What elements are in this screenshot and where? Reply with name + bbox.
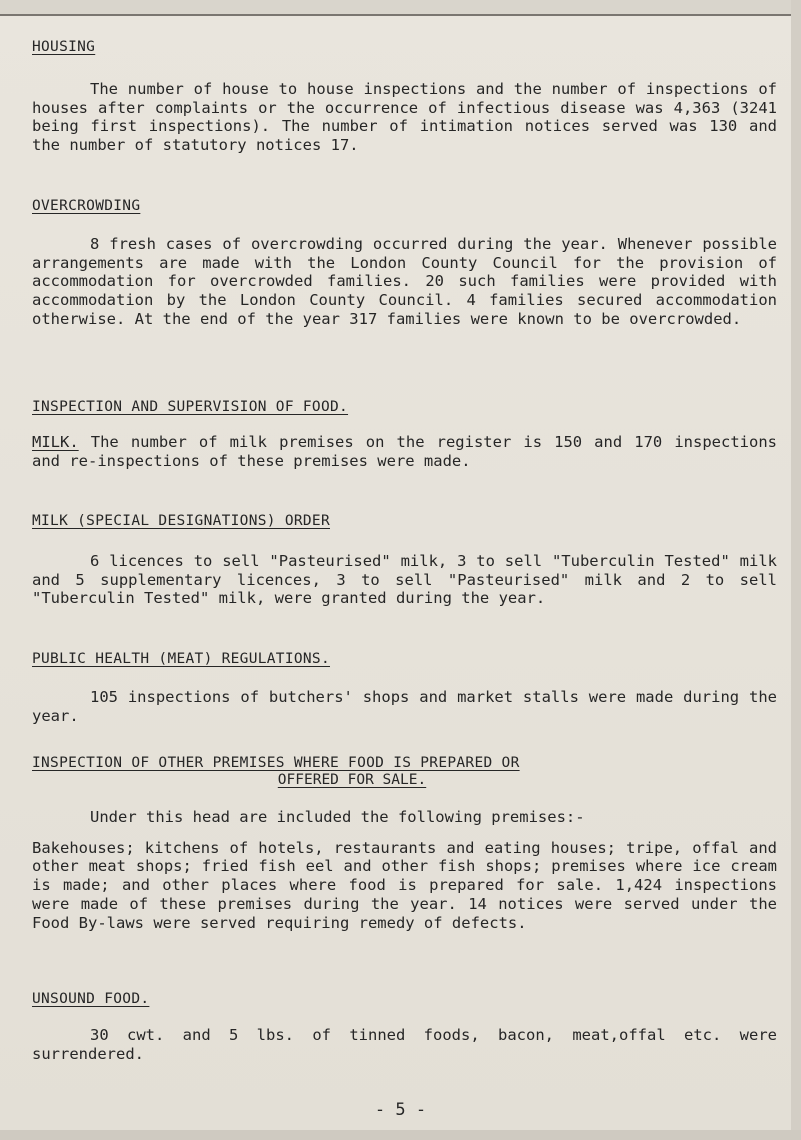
section-food-inspection [32, 396, 777, 416]
other-premises-heading-line2: OFFERED FOR SALE. [277, 772, 427, 788]
other-premises-intro: Under this head are included the following premises:- [90, 808, 585, 826]
section-other-premises [32, 752, 777, 932]
other-premises-heading-line1: INSPECTION OF OTHER PREMISES WHERE FOOD IS PREPARED OR [32, 755, 520, 771]
milk-heading: MILK. [32, 433, 79, 451]
milk-special-body: 6 licences to sell "Pasteurised" milk, 3 to sell "Tuberculin Tested" milk and 5 supplementary licences, 3 to sell "Pasteurised" milk and 2 to sell "Tuberculin Tested" milk, were granted during the year. [32, 552, 777, 608]
section-meat-regulations [32, 648, 777, 725]
unsound-food-heading: UNSOUND FOOD. [32, 991, 150, 1007]
unsound-food-body: 30 cwt. and 5 lbs. of tinned foods, bacon, meat,offal etc. were surrendered. [32, 1026, 777, 1063]
milk-body: The number of milk premises on the register is 150 and 170 inspections and re-inspections of these premises were made. [32, 433, 777, 470]
section-unsound-food [32, 988, 777, 1063]
housing-body: The number of house to house inspections and the number of inspections of houses after complaints or the occurrence of infectious disease was 4,363 (3241 being first inspections). The number of intimation notices served was 130 and the number of statutory notices 17. [32, 80, 777, 155]
page-right-edge [791, 0, 801, 1140]
section-overcrowding [32, 195, 777, 329]
food-inspection-heading: INSPECTION AND SUPERVISION OF FOOD. [32, 399, 349, 415]
milk-paragraph [32, 433, 777, 470]
overcrowding-body: 8 fresh cases of overcrowding occurred during the year. Whenever possible arrangements are made with the London County Council for the provision of accommodation for overcrowded families. 20 such families were provided with accommodation by the London County Council. 4 families secured accommodation otherwise. At the end of the year 317 families were known to be overcrowded. [32, 235, 777, 328]
page-bottom-edge [0, 1130, 801, 1140]
page-top-edge [0, 0, 801, 16]
section-milk-special [32, 510, 777, 608]
section-milk [32, 433, 777, 470]
page-number: - 5 - [374, 1100, 427, 1120]
housing-heading: HOUSING [32, 39, 96, 55]
meat-regulations-body: 105 inspections of butchers' shops and market stalls were made during the year. [32, 688, 777, 725]
milk-special-heading: MILK (SPECIAL DESIGNATIONS) ORDER [32, 513, 330, 529]
other-premises-body: Bakehouses; kitchens of hotels, restaurants and eating houses; tripe, offal and other meat shops; fried fish eel and other fish shops; premises where ice cream is made; and other places where food is prepared for sale. 1,424 inspections were made of these premises during the year. 14 notices were served under the Food By-laws were served requiring remedy of defects. [32, 838, 777, 932]
overcrowding-heading: OVERCROWDING [32, 198, 141, 214]
section-housing [32, 36, 777, 155]
meat-regulations-heading: PUBLIC HEALTH (MEAT) REGULATIONS. [32, 651, 330, 667]
